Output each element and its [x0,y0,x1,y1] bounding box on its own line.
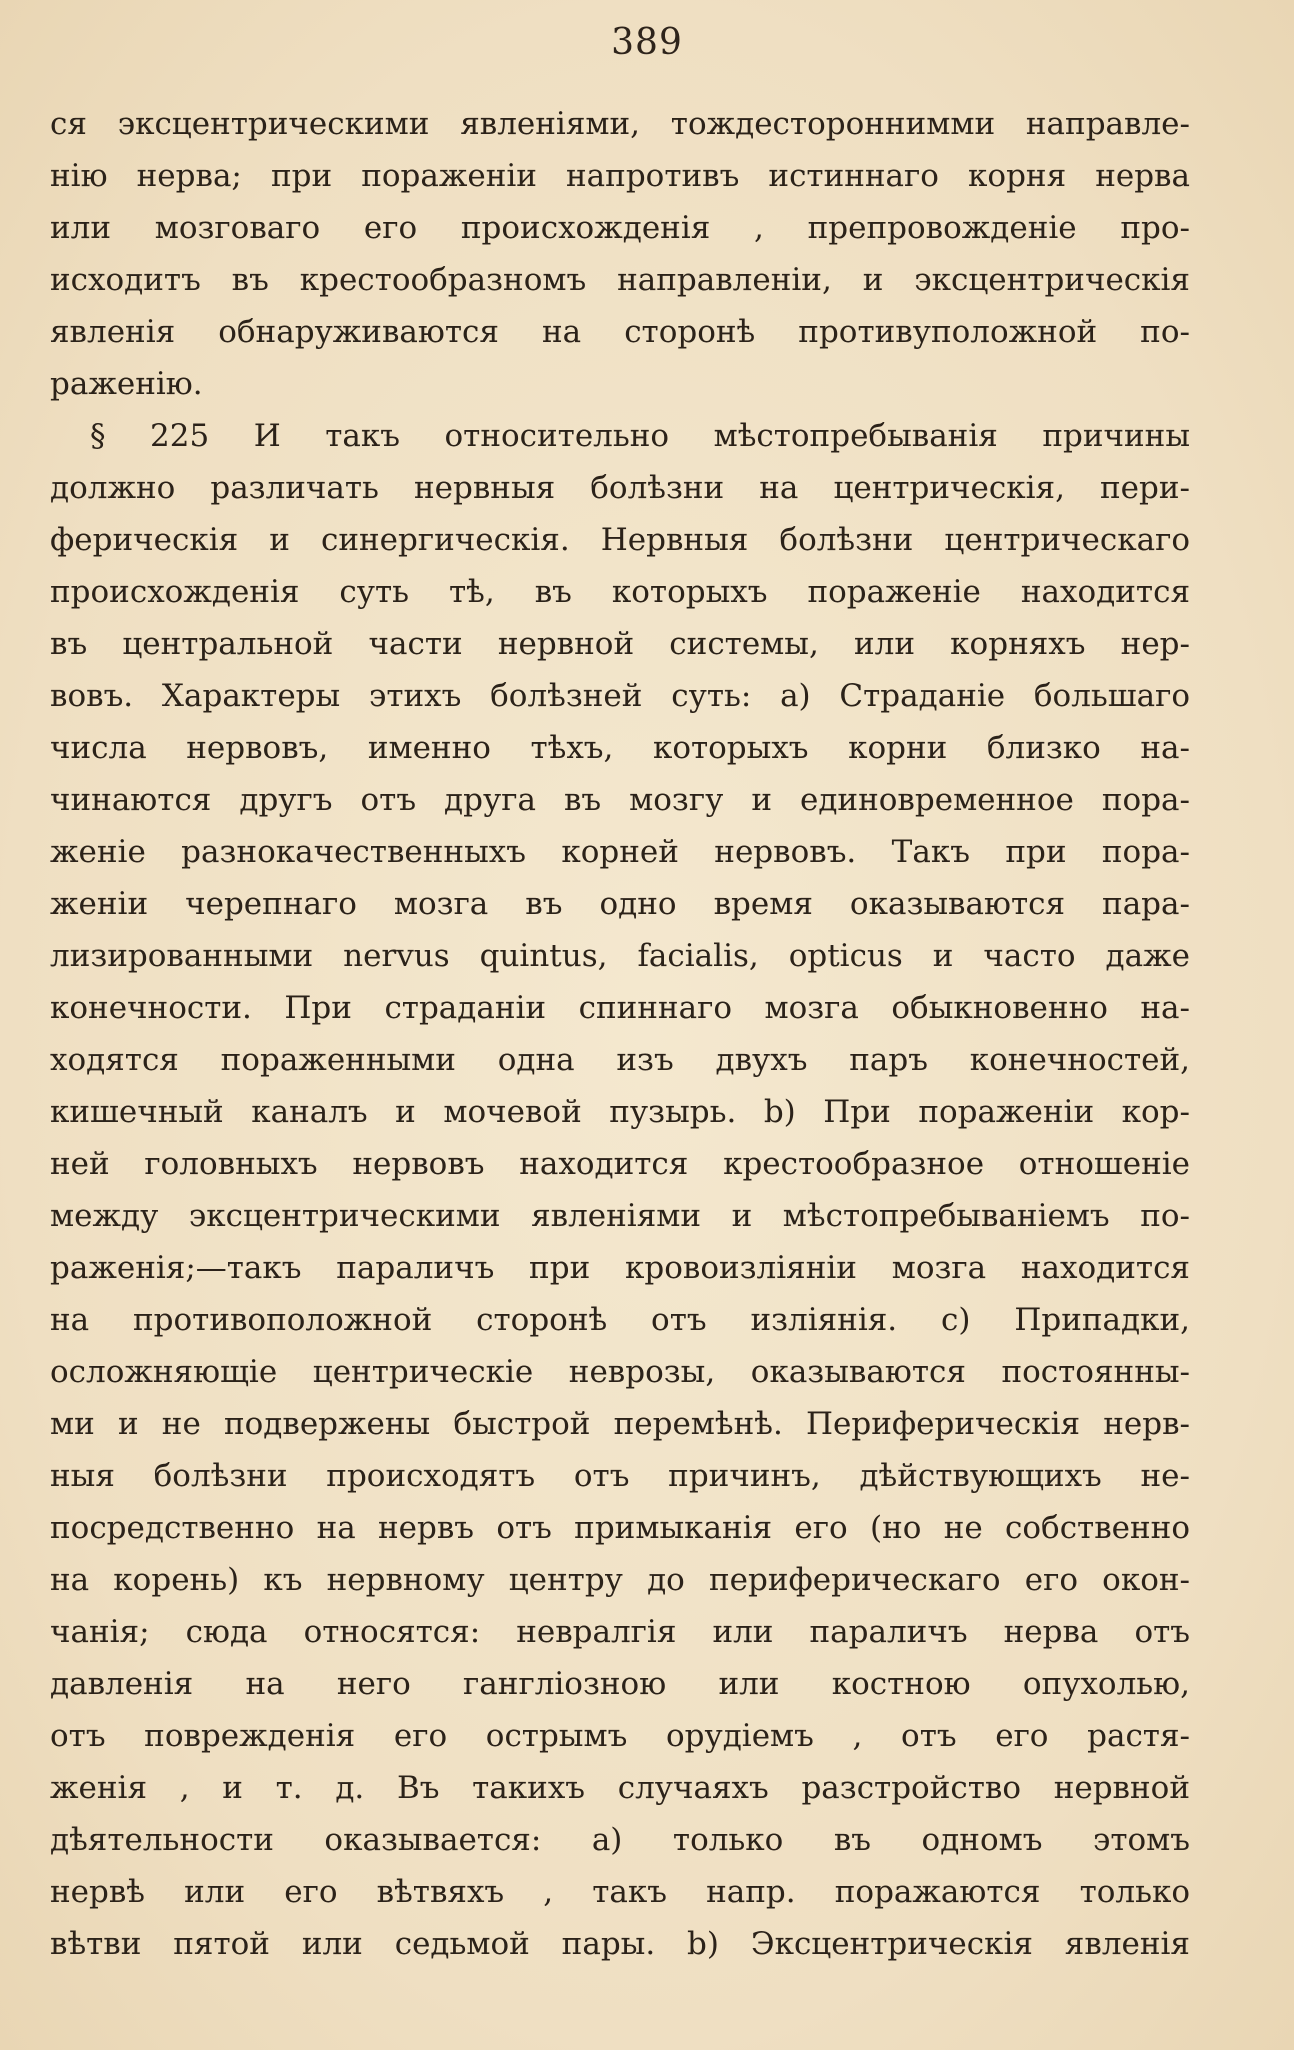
text-line: или мозговаго его происхожденія , препровожденіе про- [50,210,1190,246]
text-line: раженія;—такъ параличъ при кровоизліяніи мозга находится [50,1250,1190,1286]
text-line: ся эксцентрическими явленіями, тождестороннимми направле- [50,106,1190,142]
text-line: дѣятельности оказывается: a) только въ одномъ этомъ [50,1822,1190,1858]
text-line: посредственно на нервъ отъ примыканія его (но не собственно [50,1510,1190,1546]
text-line: конечности. При страданіи спиннаго мозга обыкновенно на- [50,990,1190,1026]
text-line: ней головныхъ нервовъ находится крестообразное отношеніе [50,1146,1190,1182]
text-line: отъ поврежденія его острымъ орудіемъ , отъ его растя- [50,1718,1190,1754]
text-line: нію нерва; при пораженіи напротивъ истиннаго корня нерва [50,158,1190,194]
text-line: чанія; сюда относятся: невралгія или параличъ нерва отъ [50,1614,1190,1650]
text-line: кишечный каналъ и мочевой пузырь. b) При пораженіи кор- [50,1094,1190,1130]
page-number: 389 [611,22,683,63]
text-line: между эксцентрическими явленіями и мѣстопребываніемъ по- [50,1198,1190,1234]
text-line: ныя болѣзни происходятъ отъ причинъ, дѣйствующихъ не- [50,1458,1190,1494]
text-line: раженію. [50,366,203,402]
text-line: происхожденія суть тѣ, въ которыхъ пораженіе находится [50,574,1190,610]
text-line: въ центральной части нервной системы, или корняхъ нер- [50,626,1190,662]
text-line: женія , и т. д. Въ такихъ случаяхъ разстройство нервной [50,1770,1190,1806]
text-line: вовъ. Характеры этихъ болѣзней суть: a) Страданіе большаго [50,678,1190,714]
text-line: на корень) къ нервному центру до периферическаго его окон- [50,1562,1190,1598]
text-line: чинаются другъ отъ друга въ мозгу и единовременное пора- [50,782,1190,818]
text-line: женіе разнокачественныхъ корней нервовъ. Такъ при пора- [50,834,1190,870]
text-line: § 225 И такъ относительно мѣстопребыванія причины [90,418,1190,454]
text-line: нервѣ или его вѣтвяхъ , такъ напр. поражаются только [50,1874,1190,1910]
text-line: лизированными nervus quintus, facialis, opticus и часто даже [50,938,1190,974]
text-line: числа нервовъ, именно тѣхъ, которыхъ корни близко на- [50,730,1190,766]
text-line: осложняющіе центрическіе неврозы, оказываются постоянны- [50,1354,1190,1390]
text-line: давленія на него ганглiозною или костною опухолью, [50,1666,1190,1702]
text-line: ми и не подвержены быстрой перемѣнѣ. Периферическія нерв- [50,1406,1190,1442]
body-text [50,98,1190,1970]
text-line: ходятся пораженными одна изъ двухъ паръ конечностей, [50,1042,1190,1078]
text-line: женіи черепнаго мозга въ одно время оказываются пара- [50,886,1190,922]
text-line: явленія обнаруживаются на сторонѣ противуположной по- [50,314,1190,350]
text-line: на противоположной сторонѣ отъ изліянія. c) Припадки, [50,1302,1190,1338]
text-line: исходитъ въ крестообразномъ направленіи, и эксцентрическія [50,262,1190,298]
text-line: ферическія и синергическія. Нервныя болѣзни центрическаго [50,522,1190,558]
text-line: должно различать нервныя болѣзни на центрическія, пери- [50,470,1190,506]
text-line: вѣтви пятой или седьмой пары. b) Эксцентрическія явленія [50,1926,1190,1962]
